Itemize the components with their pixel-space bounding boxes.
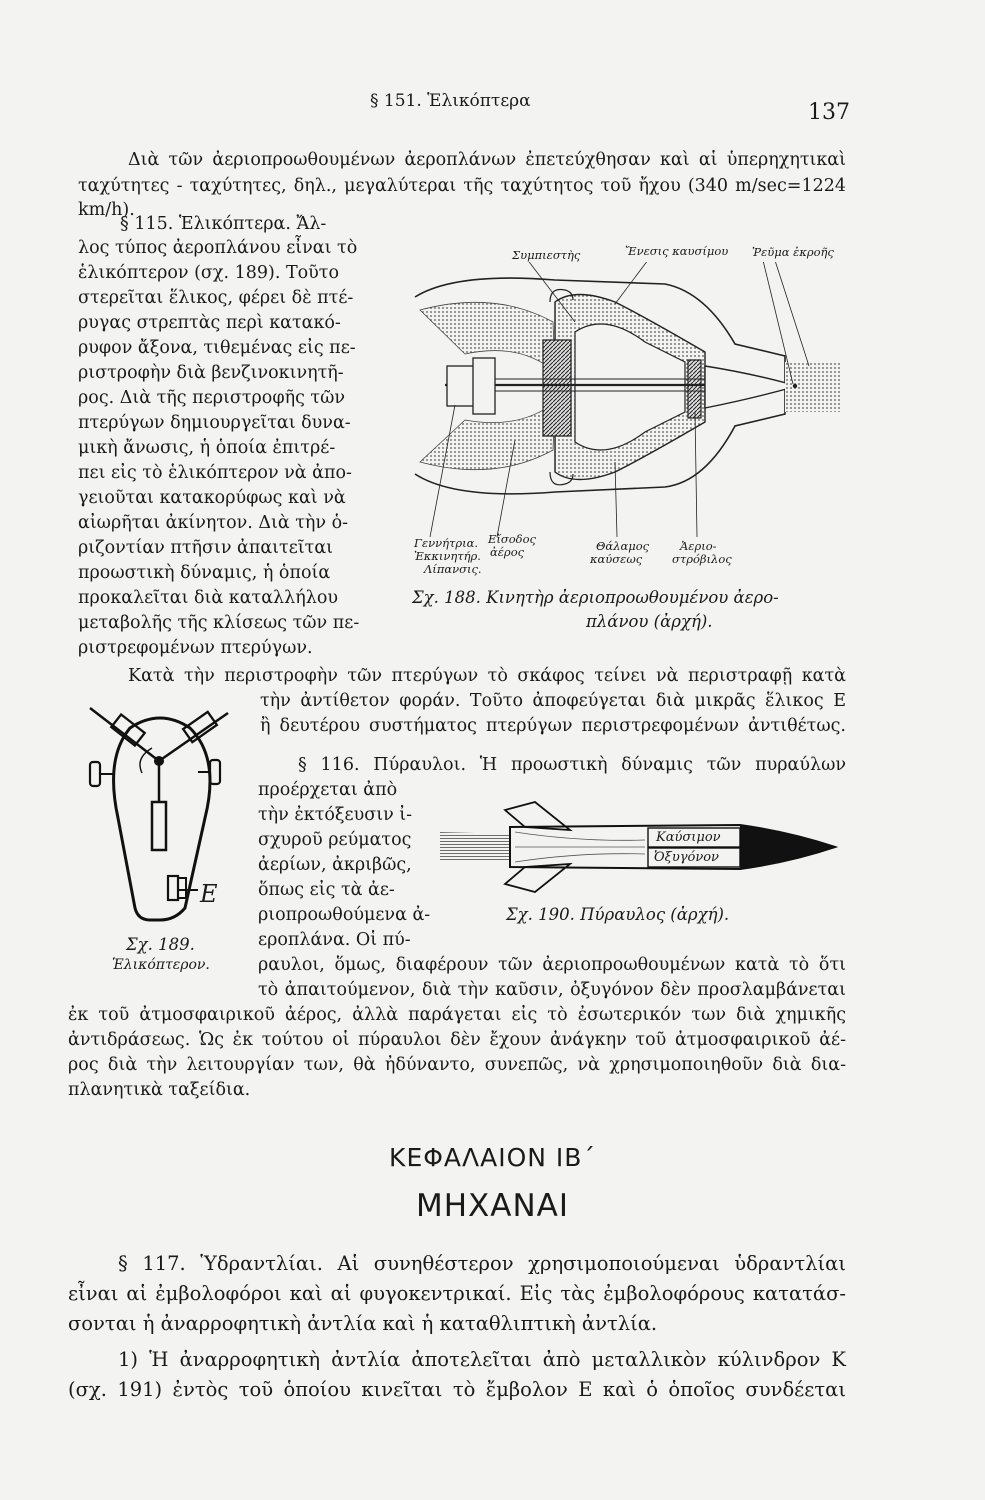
- text-line: ἀερίων, ἀκριβῶς,: [258, 855, 412, 875]
- chapter-number: ΚΕΦΑΛΑΙΟΝ ΙΒ΄: [389, 1143, 596, 1172]
- label-air-intake: Εἴσοδος: [488, 532, 536, 546]
- text-line: πει εἰς τὸ ἑλικόπτερον νὰ ἀπο-: [78, 463, 352, 483]
- intro-line: ταχύτητες - ταχύτητες, δηλ., μεγαλύτεραι τῆς ταχύτητος τοῦ ἤχου (340 m/sec=1224 km/h).: [78, 176, 846, 220]
- label-combustion-chamber: καύσεως: [590, 552, 643, 566]
- text-line: ριοπροωθούμενα ἀ-: [258, 905, 431, 925]
- text-line: τὸ ἀπαιτούμενον, διὰ τὴν καῦσιν, ὀξυγόνον δὲν προσλαμβάνεται: [258, 980, 846, 1000]
- text-line: ραυλοι, ὅμως, διαφέρουν τῶν ἀεριοπροωθουμένων κατὰ τὸ ὅτι: [258, 955, 846, 975]
- text-line: ρυγας στρεπτὰς περὶ κατακό-: [78, 313, 341, 333]
- label-exhaust-stream: Ῥεῦμα ἐκροῆς: [752, 245, 834, 259]
- text-line: ρος. Διὰ τῆς περιστροφῆς τῶν: [78, 388, 346, 408]
- text-line: πτερύγων δημιουργεῖται δυνα-: [78, 413, 351, 433]
- label-combustion-chamber: Θάλαμος: [596, 539, 650, 553]
- text-line: ἑλικόπτερον (σχ. 189). Τοῦτο: [78, 263, 340, 283]
- text-line: αἰωρῆται ἀκίνητον. Διὰ τὴν ὁ-: [78, 513, 349, 533]
- text-line: (σχ. 191) ἐντὸς τοῦ ὁποίου κινεῖται τὸ ἔμβολον E καὶ ὁ ὁποῖος συνδέεται: [68, 1378, 846, 1401]
- figure-189-caption: Ἑλικόπτερον.: [112, 957, 210, 973]
- compressor-rotor: [543, 340, 571, 436]
- section-115-heading: § 115. Ἑλικόπτερα. Ἄλ-: [120, 214, 327, 234]
- text-line: σονται ἡ ἀναρροφητικὴ ἀντλία καὶ ἡ καταθλιπτικὴ ἀντλία.: [68, 1312, 658, 1335]
- label-air-intake: ἀέρος: [490, 545, 525, 559]
- jet-engine-diagram: [405, 262, 840, 537]
- text-line: προωστικὴ δύναμις, ἡ ὁποία: [78, 563, 331, 583]
- text-line: ριστρεφομένων πτερύγων.: [78, 638, 313, 658]
- rotation-line: τὴν ἀντίθετον φοράν. Τοῦτο ἀποφεύγεται διὰ μικρᾶς ἕλικος E: [260, 691, 846, 711]
- text-line: τὴν ἐκτόξευσιν ἰ-: [258, 805, 413, 825]
- tail-rotor: [168, 876, 178, 900]
- turbine-wheel: [688, 360, 701, 418]
- page-number: 137: [808, 100, 850, 125]
- landing-wheel: [210, 760, 220, 784]
- text-line: πλανητικὰ ταξείδια.: [68, 1080, 251, 1100]
- figure-190-caption: Σχ. 190. Πύραυλος (ἀρχή).: [506, 905, 730, 924]
- tail-rotor-label: E: [200, 880, 218, 908]
- text-line: ἀντιδράσεως. Ὡς ἐκ τούτου οἱ πύραυλοι δὲν ἔχουν ἀνάγκην τοῦ ἀτμοσφαιρικοῦ ἀέ-: [68, 1030, 846, 1050]
- landing-wheel: [90, 762, 100, 786]
- intro-line: Διὰ τῶν ἀεριοπροωθουμένων ἀεροπλάνων ἐπετεύχθησαν καὶ αἱ ὑπερηχητικαὶ: [128, 150, 846, 170]
- text-line: προέρχεται ἀπὸ: [258, 780, 398, 800]
- figure-189-caption: Σχ. 189.: [126, 935, 195, 954]
- running-title: § 151. Ἑλικόπτερα: [370, 91, 531, 111]
- text-line: σχυροῦ ρεύματος: [258, 830, 412, 850]
- text-line: ριζοντίαν πτῆσιν ἀπαιτεῖται: [78, 538, 334, 558]
- section-116-heading: § 116. Πύραυλοι. Ἡ προωστικὴ δύναμις τῶν πυραύλων: [298, 755, 846, 775]
- oxygen-label: Ὀξυγόνον: [654, 850, 719, 865]
- section-117-heading: § 117. Ὑδραντλίαι. Αἱ συνηθέστερον χρησιμοποιούμεναι ὑδραντλίαι: [118, 1252, 846, 1275]
- text-line: μεταβολῆς τῆς κλίσεως τῶν πε-: [78, 613, 360, 633]
- text-line: ρος διὰ τὴν λειτουργίαν των, θὰ ἠδύναντο, συνεπῶς, νὰ χρησιμοποιηθοῦν διὰ δια-: [68, 1055, 846, 1075]
- rotation-line: ἢ δευτέρου συστήματος πτερύγων περιστρεφομένων ἀντιθέτως.: [260, 716, 846, 736]
- text-line: προκαλεῖται διὰ καταλλήλου: [78, 588, 338, 608]
- label-turbine: στρόβιλος: [672, 552, 732, 566]
- label-lubrication: Λίπανσις.: [424, 562, 482, 576]
- label-fuel-injection: Ἔνεσις καυσίμου: [625, 244, 729, 258]
- text-line: γειοῦται κατακορύφως καὶ νὰ: [78, 488, 346, 508]
- exhaust-cone: [705, 366, 797, 408]
- figure-188-caption: πλάνου (ἀρχή).: [586, 612, 713, 631]
- fuel-label: Καύσιμον: [656, 830, 721, 845]
- label-starter: Ἐκκινητήρ.: [414, 549, 481, 563]
- label-compressor: Συμπιεστὴς: [512, 248, 581, 262]
- text-line: 1) Ἡ ἀναρροφητικὴ ἀντλία ἀποτελεῖται ἀπὸ μεταλλικὸν κύλινδρον K: [118, 1348, 846, 1371]
- rocket-nose: [740, 825, 835, 869]
- rocket-diagram: [440, 792, 840, 902]
- figure-188-caption: Σχ. 188. Κινητὴρ ἀεριοπροωθουμένου ἀερο-: [412, 588, 779, 607]
- text-line: ἐκ τοῦ ἀτμοσφαιρικοῦ ἀέρος, ἀλλὰ παράγεται εἰς τὸ ἐσωτερικόν των διὰ χημικῆς: [68, 1005, 846, 1025]
- text-line: ὅπως εἰς τὰ ἀε-: [258, 880, 395, 900]
- text-line: στερεῖται ἕλικος, φέρει δὲ πτέ-: [78, 288, 354, 308]
- chapter-title: ΜΗΧΑΝΑΙ: [415, 1188, 570, 1224]
- text-line: εροπλάνα. Οἱ πύ-: [258, 930, 411, 950]
- rotation-line: Κατὰ τὴν περιστροφὴν τῶν πτερύγων τὸ σκάφος τείνει νὰ περιστραφῇ κατὰ: [128, 666, 846, 686]
- text-line: ρυφον ἄξονα, τιθεμένας εἰς πε-: [78, 338, 356, 358]
- rocket-exhaust: [440, 832, 510, 862]
- text-line: μικὴ ἄνωσις, ἡ ὁποία ἐπιτρέ-: [78, 438, 336, 458]
- text-line: λος τύπος ἀεροπλάνου εἶναι τὸ: [78, 238, 358, 258]
- label-turbine: Ἀεριο-: [680, 539, 717, 553]
- label-generator: Γεννήτρια.: [414, 536, 479, 550]
- text-line: εἶναι αἱ ἐμβολοφόροι καὶ αἱ φυγοκεντρικαί. Εἰς τὰς ἐμβολοφόρους κατατάσ-: [68, 1282, 846, 1305]
- text-line: ριστροφὴν διὰ βενζινοκινητῆ-: [78, 363, 344, 383]
